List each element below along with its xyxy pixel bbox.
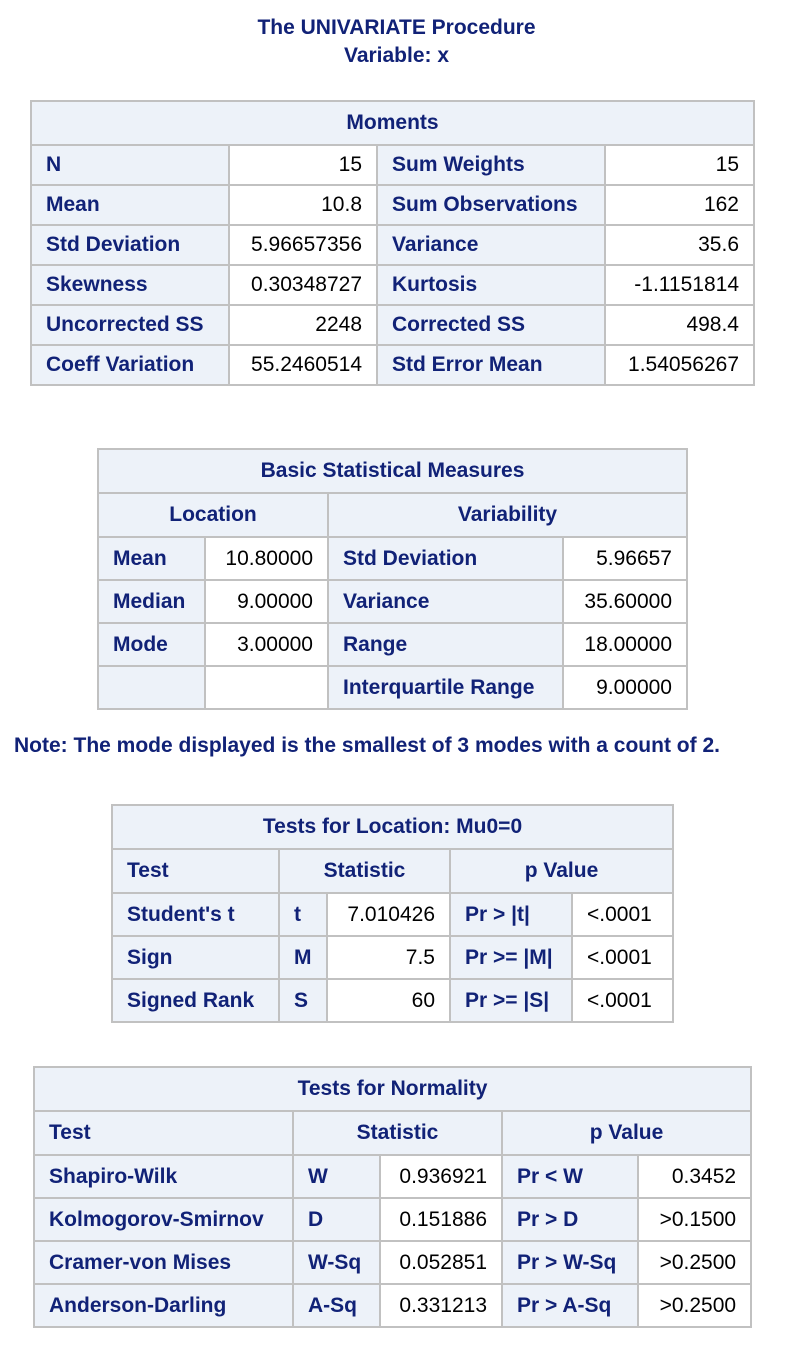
row-label: Skewness: [31, 265, 229, 305]
table-row: [112, 893, 673, 936]
table-row: [112, 979, 673, 1022]
location-tests-caption: Tests for Location: Mu0=0: [112, 805, 673, 849]
table-row: [98, 623, 687, 666]
pvalue: >0.2500: [638, 1241, 751, 1284]
statistic-value: 7.010426: [327, 893, 450, 936]
pvalue: <.0001: [572, 893, 673, 936]
statistic-value: 0.151886: [380, 1198, 502, 1241]
pvalue-label: Pr > A-Sq: [502, 1284, 638, 1327]
statistic-value: 60: [327, 979, 450, 1022]
pvalue-header: p Value: [450, 849, 673, 893]
pvalue: 0.3452: [638, 1155, 751, 1198]
location-tests-table: [111, 804, 674, 1023]
pvalue-label: Pr < W: [502, 1155, 638, 1198]
statistic-symbol: M: [279, 936, 327, 979]
statistic-value: 7.5: [327, 936, 450, 979]
cell-value: 0.30348727: [229, 265, 377, 305]
cell-value: 35.6: [605, 225, 754, 265]
row-label: Sum Weights: [377, 145, 605, 185]
table-row: [98, 580, 687, 623]
test-name: Sign: [112, 936, 279, 979]
table-row: [31, 265, 754, 305]
row-label: Sum Observations: [377, 185, 605, 225]
pvalue: >0.1500: [638, 1198, 751, 1241]
pvalue: >0.2500: [638, 1284, 751, 1327]
test-name: Cramer-von Mises: [34, 1241, 293, 1284]
cell-value: 498.4: [605, 305, 754, 345]
table-row: [31, 305, 754, 345]
cell-value: -1.1151814: [605, 265, 754, 305]
row-label: Std Error Mean: [377, 345, 605, 385]
normality-tests-caption: Tests for Normality: [34, 1067, 751, 1111]
row-label: N: [31, 145, 229, 185]
table-row: [34, 1155, 751, 1198]
cell-value: 10.80000: [205, 537, 328, 580]
statistic-value: 0.052851: [380, 1241, 502, 1284]
cell-value: 1.54056267: [605, 345, 754, 385]
row-label: Mode: [98, 623, 205, 666]
statistic-symbol: A-Sq: [293, 1284, 380, 1327]
table-row: [31, 345, 754, 385]
pvalue-label: Pr > |t|: [450, 893, 572, 936]
statistic-header: Statistic: [279, 849, 450, 893]
row-label: Mean: [98, 537, 205, 580]
procedure-title: The UNIVARIATE Procedure: [257, 16, 536, 39]
cell-value: 5.96657356: [229, 225, 377, 265]
test-name: Student's t: [112, 893, 279, 936]
table-row: [34, 1284, 751, 1327]
basic-measures-caption: Basic Statistical Measures: [98, 449, 687, 493]
row-label: Coeff Variation: [31, 345, 229, 385]
cell-value: 15: [605, 145, 754, 185]
moments-caption: Moments: [31, 101, 754, 145]
statistic-value: 0.331213: [380, 1284, 502, 1327]
row-label: Corrected SS: [377, 305, 605, 345]
table-row: [98, 666, 687, 709]
row-label: Kurtosis: [377, 265, 605, 305]
row-label: Variance: [328, 580, 563, 623]
table-row: [34, 1198, 751, 1241]
test-name: Kolmogorov-Smirnov: [34, 1198, 293, 1241]
cell-value: 9.00000: [205, 580, 328, 623]
cell-value: 55.2460514: [229, 345, 377, 385]
table-row: [31, 225, 754, 265]
moments-table: [30, 100, 755, 386]
statistic-symbol: S: [279, 979, 327, 1022]
mode-note: Note: The mode displayed is the smallest of 3 modes with a count of 2.: [14, 734, 720, 757]
test-name: Signed Rank: [112, 979, 279, 1022]
basic-measures-table: [97, 448, 688, 710]
cell-value: [205, 666, 328, 709]
pvalue-label: Pr >= |M|: [450, 936, 572, 979]
cell-value: 2248: [229, 305, 377, 345]
statistic-symbol: t: [279, 893, 327, 936]
pvalue-label: Pr > W-Sq: [502, 1241, 638, 1284]
cell-value: 10.8: [229, 185, 377, 225]
pvalue-label: Pr >= |S|: [450, 979, 572, 1022]
cell-value: 9.00000: [563, 666, 687, 709]
variability-header: Variability: [328, 493, 687, 537]
pvalue: <.0001: [572, 936, 673, 979]
pvalue-label: Pr > D: [502, 1198, 638, 1241]
pvalue: <.0001: [572, 979, 673, 1022]
row-label: [98, 666, 205, 709]
test-name: Anderson-Darling: [34, 1284, 293, 1327]
variable-title: Variable: x: [343, 44, 450, 67]
row-label: Interquartile Range: [328, 666, 563, 709]
statistic-symbol: D: [293, 1198, 380, 1241]
row-label: Median: [98, 580, 205, 623]
row-label: Std Deviation: [328, 537, 563, 580]
location-header: Location: [98, 493, 328, 537]
table-row: [112, 936, 673, 979]
statistic-symbol: W-Sq: [293, 1241, 380, 1284]
row-label: Std Deviation: [31, 225, 229, 265]
cell-value: 3.00000: [205, 623, 328, 666]
statistic-header: Statistic: [293, 1111, 502, 1155]
test-name: Shapiro-Wilk: [34, 1155, 293, 1198]
table-row: [34, 1241, 751, 1284]
cell-value: 35.60000: [563, 580, 687, 623]
statistic-symbol: W: [293, 1155, 380, 1198]
cell-value: 18.00000: [563, 623, 687, 666]
table-row: [98, 537, 687, 580]
pvalue-header: p Value: [502, 1111, 751, 1155]
normality-tests-table: [33, 1066, 752, 1328]
cell-value: 5.96657: [563, 537, 687, 580]
statistic-value: 0.936921: [380, 1155, 502, 1198]
cell-value: 162: [605, 185, 754, 225]
cell-value: 15: [229, 145, 377, 185]
test-header: Test: [112, 849, 279, 893]
row-label: Mean: [31, 185, 229, 225]
row-label: Range: [328, 623, 563, 666]
table-row: [31, 145, 754, 185]
row-label: Uncorrected SS: [31, 305, 229, 345]
test-header: Test: [34, 1111, 293, 1155]
table-row: [31, 185, 754, 225]
row-label: Variance: [377, 225, 605, 265]
